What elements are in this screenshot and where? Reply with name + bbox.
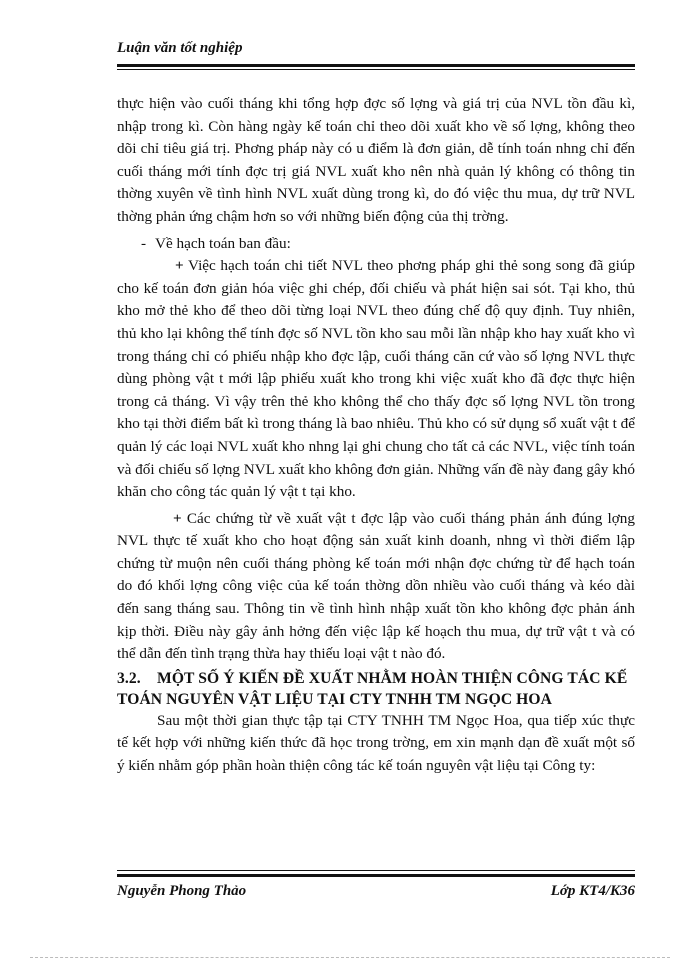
paragraph-3-text: Các chứng từ về xuất vật t đợc lập vào cuối tháng phản ánh đúng lợng NVL thực tế xuất kho cho hoạt động sản xuất kinh doanh, nhng vì thời điểm lập chứng từ muộn nên cuối tháng phòng kế toán mới nhận đợc chứng từ để hạch toán do đó khối lợng công việc của kế toán thờng dồn nhiều vào cuối tháng và kéo dài đến sang tháng sau. Thông tin về tình hình nhập xuất tồn kho không đợc phản ánh kịp thời. Điều này gây ảnh hởng đến việc lập kế hoạch thu mua, dự trữ vật t và có thể dẫn đến tình trạng thừa hay thiếu loại vật t nào đó. [117,509,635,663]
running-header-title: Luận văn tốt nghiệp [117,40,243,56]
plus-marker: + [173,509,182,527]
bullet-item [117,233,635,256]
paragraph-2-text: Việc hạch toán chi tiết NVL theo phơng pháp ghi thẻ song song đã giúp cho kế toán đơn giản hóa việc ghi chép, đối chiếu và phát hiện sai sót. Tại kho, thủ kho mở thẻ kho để theo dõi từng loại NVL theo đúng chế độ quy định. Tuy nhiên, thủ kho lại không thể tính đợc số NVL tồn kho sau mỗi lần nhập kho hay xuất kho vì trong tháng chỉ có phiếu nhập kho đợc lập, cuối tháng căn cứ vào số lợng NVL thực dùng phòng vật t mới lập phiếu xuất kho trong khi việc xuất kho đã đợc thực hiện trong cả tháng. Vì vậy trên thẻ kho không thể cho thấy đợc số lợng NVL tồn trong kho tại thời điểm bất kì trong tháng là bao nhiêu. Thủ kho có sử dụng sổ xuất vật t để quản lý các loại NVL xuất kho nhng lại ghi chung cho tất cả các NVL, việc tính toán và đối chiếu số lợng NVL xuất kho không đơn giản. Những vấn đề này đang gây khó khăn cho công tác quản lý vật t tại kho. [117,257,635,501]
section-number: 3.2. [117,669,141,687]
section-heading [117,668,635,710]
page-boundary-line [30,957,670,958]
header-rule-thick [117,64,635,67]
footer-rule-thin [117,870,635,871]
bullet-item-text: Về hạch toán ban đầu: [155,234,291,252]
paragraph-1: thực hiện vào cuối tháng khi tổng hợp đợc số lợng và giá trị của NVL tồn đầu kì, nhập trong kì. Còn hàng ngày kế toán chỉ theo dõi xuất kho về số lợng, không theo dõi chỉ tiêu giá trị. Phơng pháp này có u điểm là đơn giản, dễ tính toán nhng chỉ đến cuối tháng mới tính đợc trị giá NVL xuất kho nên nhà quản lý không có thông tin thờng xuyên về tình hình NVL xuất dùng trong kì, do đó việc thu mua, dự trữ NVL thờng phản ứng chậm hơn so với những biến động của thị trờng. [117,95,635,225]
header-rule-thin [117,69,635,70]
page-body [117,93,635,778]
section-heading-text: MỘT SỐ Ý KIẾN ĐỀ XUẤT NHẰM HOÀN THIỆN CÔNG TÁC KẾ TOÁN NGUYÊN VẬT LIỆU TẠI CTY TNHH TM NGỌC HOA [117,669,628,708]
dash-marker: - [141,234,147,252]
paragraph-2 [117,255,635,504]
footer-author: Nguyễn Phong Thảo [117,883,247,899]
footer-rule-thick [117,874,635,877]
footer-class: Lớp KT4/K36 [550,883,635,899]
paragraph-3 [117,508,635,666]
plus-marker: + [175,257,184,275]
paragraph-4: Sau một thời gian thực tập tại CTY TNHH TM Ngọc Hoa, qua tiếp xúc thực tế kết hợp với những kiến thức đã học trong trờng, em xin mạnh dạn đề xuất một số ý kiến nhằm góp phần hoàn thiện công tác kế toán nguyên vật liệu tại Công ty: [117,711,635,775]
